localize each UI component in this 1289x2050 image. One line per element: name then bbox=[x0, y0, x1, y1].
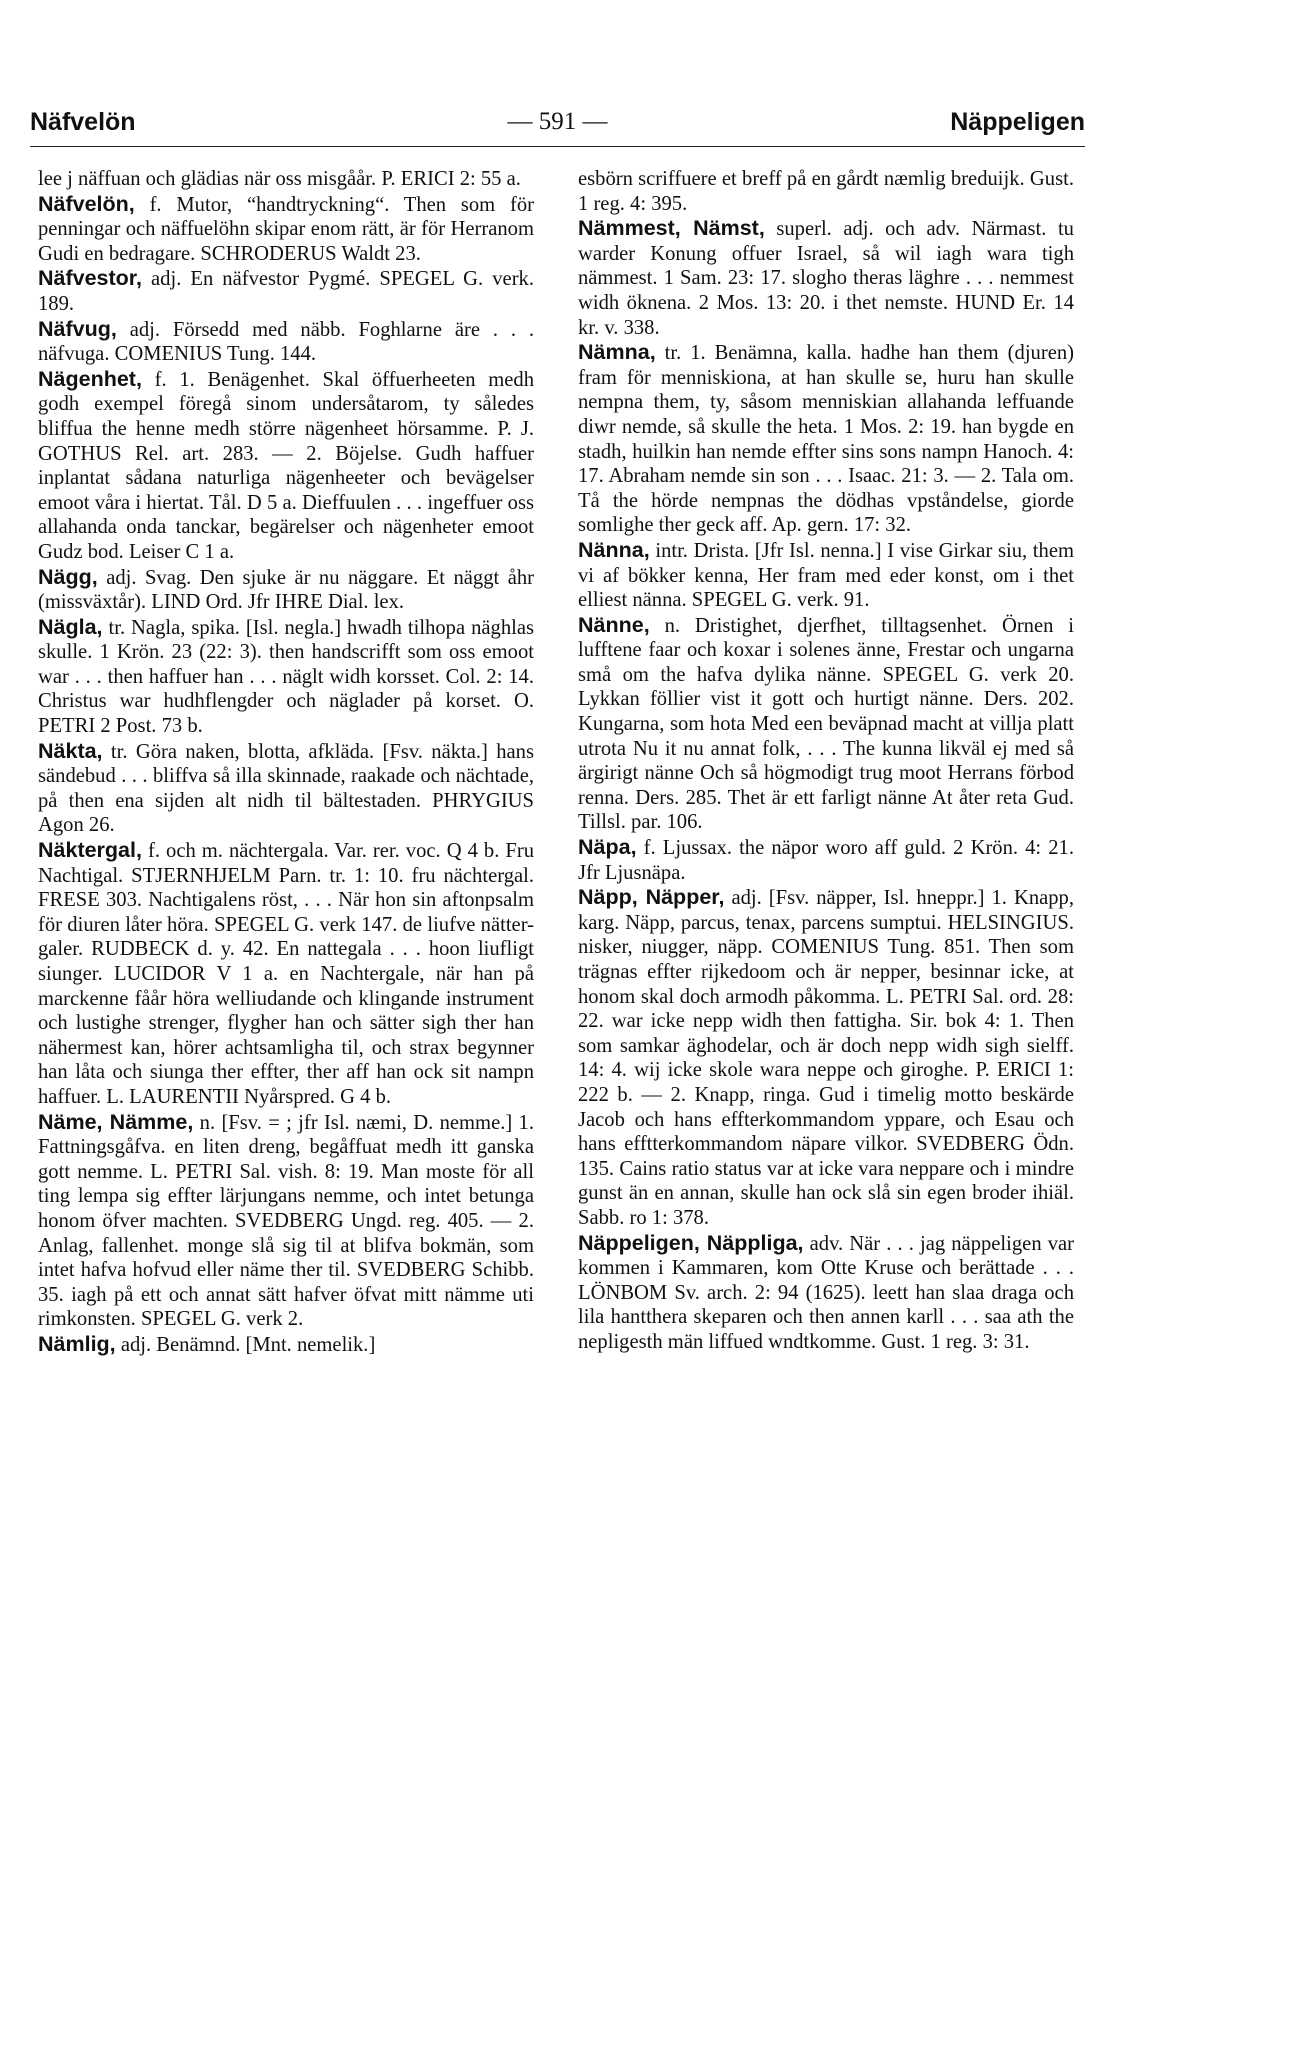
header-first-word: Näfvelön bbox=[30, 108, 136, 136]
entry-text: tr. Nagla, spika. [Isl. negla.] hwadh tilhopa näghlas skulle. 1 Krön. 23 (22: 3). then handscrifft som oss emoot war . . . then haffuer han . . . näglt widh korsset. Col. 2: 14. Christus war hudhflengder och näglader på korset. O. PETRI 2 Post. 73 b. bbox=[38, 616, 534, 738]
right-column bbox=[578, 166, 1074, 1355]
entry bbox=[578, 835, 1074, 885]
entry-headword: Näpp, Näpper, bbox=[578, 885, 725, 910]
entry-text: f. Ljussax. the näpor woro aff guld. 2 Krön. 4: 21. Jfr Ljusnäpa. bbox=[578, 837, 1074, 884]
entry-text: intr. Drista. [Jfr Isl. nenna.] I vise Girkar siu, them vi af bökker kenna, Her fram med eder konst, om i thet elliest nänna. SPEGEL G. verk. 91. bbox=[578, 539, 1074, 612]
entry bbox=[578, 538, 1074, 613]
entry-text: tr. Göra naken, blotta, afkläda. [Fsv. näkta.] hans sändebud . . . bliffva så illa skinnade, raakade och nächtade, på then ena sijden alt nidh til bältestaden. PHRYGIUS Agon 26. bbox=[38, 740, 534, 837]
entry-headword: Näpa, bbox=[578, 835, 637, 860]
entry-text: n. Dristighet, djerfhet, tilltagsenhet. Örnen i lufftene faar och koxar i solenes änne, Frestar och ungarna små om the hafva dylika nänne. SPEGEL G. verk 20. Lykkan föllier vist it gott och hurtigt nänne. Ders. 202. Kungarna, som hota Med een beväpnad macht at villja platt utrota Nu it nu annat folk, . . . The kunna likväl ej med så ärgirigt nänne Och så högmodigt trug moot Herrans förbod renna. Ders. 285. Thet är ett farligt nänne At åter reta Gud. Tillsl. par. 106. bbox=[578, 614, 1075, 834]
entry-text: superl. adj. och adv. Närmast. tu warder Konung offuer Israel, så wil iagh wara tigh nämmest. 1 Sam. 23: 17. slogho theras läghre . . . nemmest widh öknena. 2 Mos. 13: 20. i thet nemste. HUND Er. 14 kr. v. 338. bbox=[578, 218, 1074, 339]
entry-text: adj. En näfvestor Pygmé. SPEGEL G. verk. 189. bbox=[38, 268, 534, 315]
entry-headword: Nämna, bbox=[578, 340, 656, 365]
entry bbox=[38, 266, 534, 316]
entry bbox=[38, 367, 534, 565]
header-rule bbox=[30, 146, 1085, 147]
entry bbox=[38, 192, 534, 267]
entry-text: tr. 1. Benämna, kalla. hadhe han them (djuren) fram för menniskiona, at han skulle se, huru han skulle nempna them, ty, såsom menniskian allahanda leffuande diwr nemde, så skulle the heta. 1 Mos. 2: 19. han bygde en stadh, huilkin han nemde effter sins sons nampn Hanoch. 4: 17. Abraham nemde sin son . . . Isaac. 21: 3. — 2. Tala om. Tå the hörde nempnas the dödhas vpståndelse, giorde somlighe ther geck aff. Ap. gern. 17: 32. bbox=[578, 342, 1074, 537]
entry-headword: Nägg, bbox=[38, 564, 98, 589]
entry bbox=[38, 166, 534, 192]
page-number: — 591 — bbox=[507, 108, 608, 135]
entry-text: adj. Svag. Den sjuke är nu näggare. Et näggt åhr (missväxtår). LIND Ord. Jfr IHRE Dial. lex. bbox=[38, 566, 534, 614]
entry-headword: Nägla, bbox=[38, 614, 103, 639]
entry bbox=[578, 885, 1074, 1230]
entry-text: esbörn scriffuere et breff på en gårdt næmlig breduijk. Gust. 1 reg. 4: 395. bbox=[578, 168, 1074, 215]
entry bbox=[578, 166, 1074, 216]
entry-text: f. 1. Benägenhet. Skal öffuerheeten medh godh exempel föregå sinom undersåtarom, ty således bliffua the henne medh större nägenheet hörsamme. P. J. GOTHUS Rel. art. 283. — 2. Böjelse. Gudh haffuer inplantat sådana naturliga nägenheeter och bevägelser emoot våra i hiertat. Tål. D 5 a. Dieffuulen . . . ingeffuer oss allahanda onda tanckar, begärelser och nägenheter emoot Gudz bod. Leiser C 1 a. bbox=[38, 368, 534, 563]
entry bbox=[38, 615, 534, 739]
running-header bbox=[30, 108, 1085, 148]
entry-text: n. [Fsv. = ; jfr Isl. næmi, D. nemme.] 1. Fattningsgåfva. en liten dreng, begåffuat medh itt ganska gott nemme. L. PETRI Sal. vish. 8: 19. Man moste för all ting lempa sig effter lärjungans nemme, och intet betunga honom öfver machten. SVEDBERG Ungd. reg. 405. — 2. Anlag, fallenhet. monge slå sig til at blifva bokmän, som intet hafva hofvud eller näme ther til. SVEDBERG Schibb. 35. iagh på ett och annat sätt hafver öfvat mitt nämme uti rimkonsten. SPEGEL G. verk 2. bbox=[38, 1111, 534, 1331]
entry bbox=[578, 1231, 1074, 1355]
entry-headword: Näktergal, bbox=[38, 838, 142, 863]
entry-headword: Näppeligen, Näppliga, bbox=[578, 1230, 804, 1255]
entry-headword: Näfvestor, bbox=[38, 266, 142, 291]
entry bbox=[578, 613, 1074, 835]
entry-text: f. och m. nächtergala. Var. rer. voc. Q 4 b. Fru Nachtigal. STJERNHJELM Parn. tr. 1: 10. fru nächtergal. FRESE 303. Nachtigalens röst, . . . När hon sin aftonpsalm för diuren låter höra. SPEGEL G. verk 147. de liufve nätter-galer. RUDBECK d. y. 42. En nattegala . . . hoon liufligt siunger. LUCIDOR V 1 a. en Nachtergale, när han på marckenne fåår höra welliudande och klingande instrument och lustighe strenger, flygher han och sätter sigh ther han nähermest kan, hörer achtsamligha til, och strax begynner han låta och siunga ther effter, ther aff han ock sit nampn haffuer. L. LAURENTII Nyårspred. G 4 b. bbox=[38, 840, 534, 1108]
entry-headword: Nänne, bbox=[578, 612, 650, 637]
entry-text: lee j näffuan och glädias när oss misgåår. P. ERICI 2: 55 a. bbox=[38, 168, 521, 190]
entry-headword: Nämlig, bbox=[38, 1331, 116, 1356]
entry bbox=[38, 739, 534, 838]
entry-headword: Näme, Nämme, bbox=[38, 1109, 194, 1134]
entry-text: adj. Försedd med näbb. Foghlarne äre . . . näfvuga. COMENIUS Tung. 144. bbox=[38, 318, 534, 366]
entry-text: adj. [Fsv. näpper, Isl. hneppr.] 1. Knapp, karg. Näpp, parcus, tenax, parcens sumptui. HELSINGIUS. nisker, niugger, näpp. COMENIUS Tung. 851. Then som trägnas effter rijkedoom och är nepper, besinnar icke, at honom skal doch armodh påkomma. L. PETRI Sal. ord. 28: 22. war icke nepp widh then fattigha. Sir. bok 4: 1. Then som samkar äghodelar, och är doch nepp widh sigh sielff. 14: 4. wij icke skole wara neppe och giroghe. P. ERICI 1: 222 b. — 2. Knapp, ringa. Gud i timelig motto beskärde Jacob och hans effterkommandom yppare, och Esau och hans efftterkommandom näpare vilkor. SVEDBERG Ödn. 135. Cains ratio status var at icke vara neppare och i mindre gunst än en annan, skulle han ock slå sin egen broder ihiäl. Sabb. ro 1: 378. bbox=[578, 887, 1074, 1229]
entry bbox=[578, 216, 1074, 340]
entry-text: adv. När . . . jag näppeligen var kommen i Kammaren, kom Otte Kruse och berättade . . . LÖNBOM Sv. arch. 2: 94 (1625). leett han slaa draga och lila hantthera skeparen och then annen karll . . . saa ath the nepligesth män liffued wndtkomme. Gust. 1 reg. 3: 31. bbox=[578, 1232, 1075, 1353]
entry bbox=[38, 317, 534, 367]
entry bbox=[38, 1332, 534, 1358]
entry bbox=[38, 1110, 534, 1332]
entry-headword: Nämmest, Nämst, bbox=[578, 216, 765, 241]
entry-headword: Näfvug, bbox=[38, 316, 117, 341]
entry bbox=[38, 838, 534, 1110]
entry-headword: Näfvelön, bbox=[38, 191, 135, 216]
entry-headword: Nägenhet, bbox=[38, 366, 142, 391]
entry-text: f. Mutor, “handtryckning“. Then som för penningar och näffuelöhn skipar enom rätt, är för Herranom Gudi en bedragare. SCHRODERUS Waldt 23. bbox=[38, 193, 534, 265]
left-column bbox=[38, 166, 534, 1358]
entry-headword: Nänna, bbox=[578, 537, 650, 562]
entry bbox=[578, 340, 1074, 538]
entry-text: adj. Benämnd. [Mnt. nemelik.] bbox=[120, 1333, 376, 1356]
entry bbox=[38, 565, 534, 615]
header-last-word: Näppeligen bbox=[950, 108, 1085, 136]
entry-headword: Näkta, bbox=[38, 738, 103, 763]
